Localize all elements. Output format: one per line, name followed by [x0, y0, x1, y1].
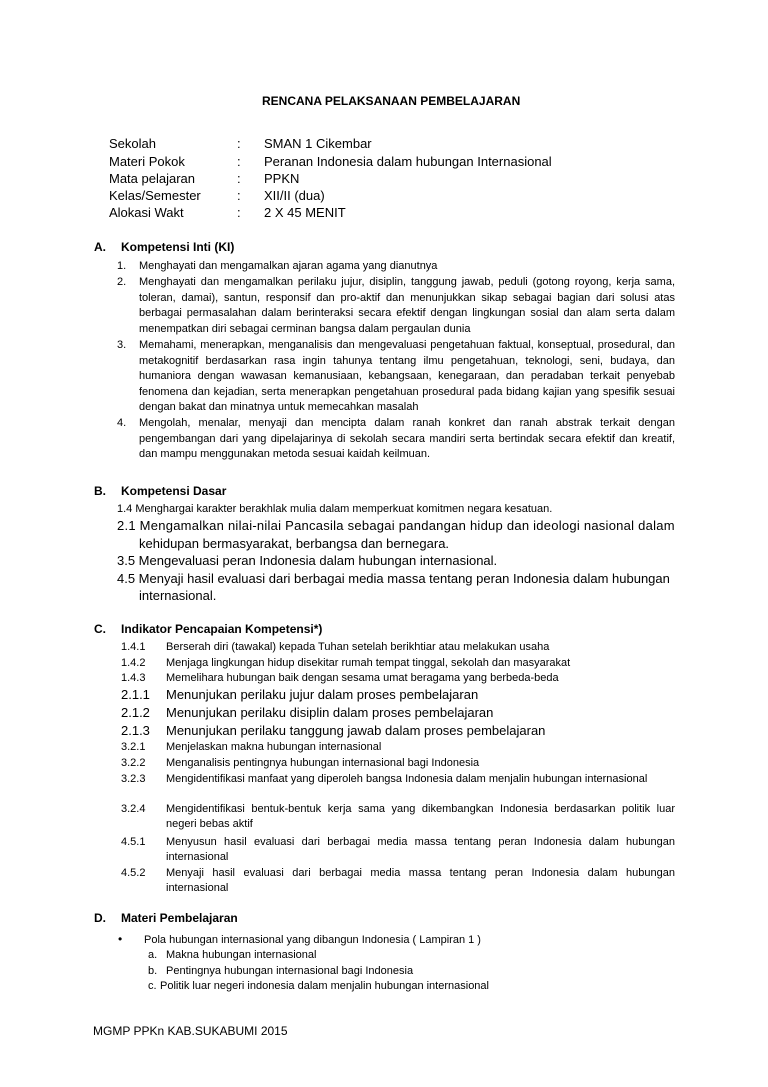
- identity-colon: :: [237, 171, 241, 186]
- ki-text: Menghayati dan mengamalkan ajaran agama yang dianutnya: [139, 260, 438, 272]
- identity-label: Materi Pokok: [109, 154, 185, 169]
- indicator-number: 1.4.3: [121, 672, 146, 684]
- indicator-text: Mengidentifikasi manfaat yang diperoleh bangsa Indonesia dalam menjalin hubungan internasional: [166, 773, 648, 785]
- identity-colon: :: [237, 205, 241, 220]
- kd-item: 2.1 Mengamalkan nilai-nilai Pancasila sebagai pandangan hidup dan ideologi nasional dalam: [117, 518, 675, 533]
- identity-colon: :: [237, 154, 241, 169]
- materi-subitem-number: a.: [148, 949, 158, 961]
- materi-subitem-number: c.: [148, 980, 157, 992]
- identity-value: 2 X 45 MENIT: [264, 205, 346, 220]
- section-c-letter: C.: [94, 622, 106, 636]
- indicator-text: Menyusun hasil evaluasi dari berbagai media massa tentang peran Indonesia dalam hubungan internasional: [166, 836, 675, 863]
- materi-subitem-number: b.: [148, 965, 158, 977]
- identity-label: Kelas/Semester: [109, 188, 201, 203]
- kd-item: 4.5 Menyaji hasil evaluasi dari berbagai media massa tentang peran Indonesia dalam hubungan: [117, 571, 670, 586]
- indicator-text: Berserah diri (tawakal) kepada Tuhan setelah berikhtiar atau melakukan usaha: [166, 641, 550, 653]
- materi-subitem-text: Makna hubungan internasional: [166, 949, 317, 961]
- indicator-text: Menjaga lingkungan hidup disekitar rumah tempat tinggal, sekolah dan masyarakat: [166, 657, 571, 669]
- indicator-number: 4.5.2: [121, 867, 146, 879]
- indicator-text: Menunjukan perilaku jujur dalam proses pembelajaran: [166, 687, 479, 702]
- kd-item-continued: kehidupan bermasyarakat, berbangsa dan bernegara.: [139, 536, 450, 551]
- indicator-number: 3.2.4: [121, 803, 146, 815]
- identity-label: Mata pelajaran: [109, 171, 195, 186]
- section-a-heading: Kompetensi Inti (KI): [121, 240, 235, 254]
- ki-text: Mengolah, menalar, menyaji dan mencipta dalam ranah konkret dan ranah abstrak terkait dengan pengembangan dari yang dipelajarinya di sekolah secara mandiri serta bertindak secara efektif dan kreatif, dan mampu menggunakan metoda sesuai kaidah keilmuan.: [139, 417, 675, 461]
- identity-label: Sekolah: [109, 136, 156, 151]
- ki-number: 3.: [117, 339, 127, 351]
- indicator-number: 2.1.2: [121, 705, 150, 720]
- materi-subitem-text: Pentingnya hubungan internasional bagi Indonesia: [166, 965, 414, 977]
- indicator-number: 3.2.1: [121, 741, 146, 753]
- page-title: RENCANA PELAKSANAAN PEMBELAJARAN: [262, 94, 521, 108]
- identity-colon: :: [237, 136, 241, 151]
- kd-item-continued: internasional.: [139, 588, 217, 603]
- section-c-heading: Indikator Pencapaian Kompetensi*): [121, 622, 323, 636]
- section-d-letter: D.: [94, 911, 106, 925]
- ki-number: 1.: [117, 260, 127, 272]
- section-b-heading: Kompetensi Dasar: [121, 484, 227, 498]
- materi-subitem-text: Politik luar negeri indonesia dalam menjalin hubungan internasional: [160, 980, 489, 992]
- kd-item: 1.4 Menghargai karakter berakhlak mulia dalam memperkuat komitmen negara kesatuan.: [117, 503, 553, 515]
- indicator-text: Menyaji hasil evaluasi dari berbagai media massa tentang peran Indonesia dalam hubungan internasional: [166, 867, 675, 894]
- section-d-heading: Materi Pembelajaran: [121, 911, 238, 925]
- page-footer: MGMP PPKn KAB.SUKABUMI 2015: [93, 1024, 288, 1038]
- identity-label: Alokasi Wakt: [109, 205, 184, 220]
- section-a-letter: A.: [94, 240, 106, 254]
- indicator-text: Menjelaskan makna hubungan internasional: [166, 741, 382, 753]
- ki-number: 4.: [117, 417, 127, 429]
- identity-value: PPKN: [264, 171, 300, 186]
- indicator-number: 3.2.2: [121, 757, 146, 769]
- ki-number: 2.: [117, 276, 127, 288]
- ki-text: Menghayati dan mengamalkan perilaku jujur, disiplin, tanggung jawab, peduli (gotong royong, kerja sama, toleran, damai), santun, responsif dan pro-aktif dan menunjukkan sikap sebagai bagian dari solusi atas berbagai permasalahan dalam berinteraksi secara efektif dengan lingkungan sosial dan alam serta dalam menempatkan diri sebagai cerminan bangsa dalam pergaulan dunia: [139, 276, 675, 335]
- indicator-number: 2.1.1: [121, 687, 150, 702]
- indicator-text: Menganalisis pentingnya hubungan internasional bagi Indonesia: [166, 757, 480, 769]
- identity-value: XII/II (dua): [264, 188, 325, 203]
- materi-bullet-text: Pola hubungan internasional yang dibangun Indonesia ( Lampiran 1 ): [144, 934, 481, 946]
- identity-value: Peranan Indonesia dalam hubungan Internasional: [264, 154, 552, 169]
- indicator-number: 1.4.2: [121, 657, 146, 669]
- indicator-number: 4.5.1: [121, 836, 146, 848]
- bullet-icon: •: [118, 932, 123, 946]
- section-b-letter: B.: [94, 484, 106, 498]
- identity-colon: :: [237, 188, 241, 203]
- indicator-text: Menunjukan perilaku disiplin dalam proses pembelajaran: [166, 705, 494, 720]
- indicator-number: 3.2.3: [121, 773, 146, 785]
- indicator-number: 2.1.3: [121, 723, 150, 738]
- indicator-text: Menunjukan perilaku tanggung jawab dalam proses pembelajaran: [166, 723, 546, 738]
- identity-value: SMAN 1 Cikembar: [264, 136, 372, 151]
- indicator-text: Memelihara hubungan baik dengan sesama umat beragama yang berbeda-beda: [166, 672, 559, 684]
- indicator-number: 1.4.1: [121, 641, 146, 653]
- indicator-text: Mengidentifikasi bentuk-bentuk kerja sama yang dikembangkan Indonesia berdasarkan politik luar negeri bebas aktif: [166, 803, 675, 830]
- kd-item: 3.5 Mengevaluasi peran Indonesia dalam hubungan internasional.: [117, 553, 498, 568]
- ki-text: Memahami, menerapkan, menganalisis dan mengevaluasi pengetahuan faktual, konseptual, prosedural, dan metakognitif berdasarkan rasa ingin tahunya tentang ilmu pengetahuan, teknologi, seni, budaya, dan humaniora dengan wawasan kemanusiaan, kebangsaan, kenegaraan, dan peradaban terkait penyebab fenomena dan kejadian, serta menerapkan pengetahuan prosedural pada bidang kajian yang spesifik sesuai dengan bakat dan minatnya untuk memecahkan masalah: [139, 339, 675, 414]
